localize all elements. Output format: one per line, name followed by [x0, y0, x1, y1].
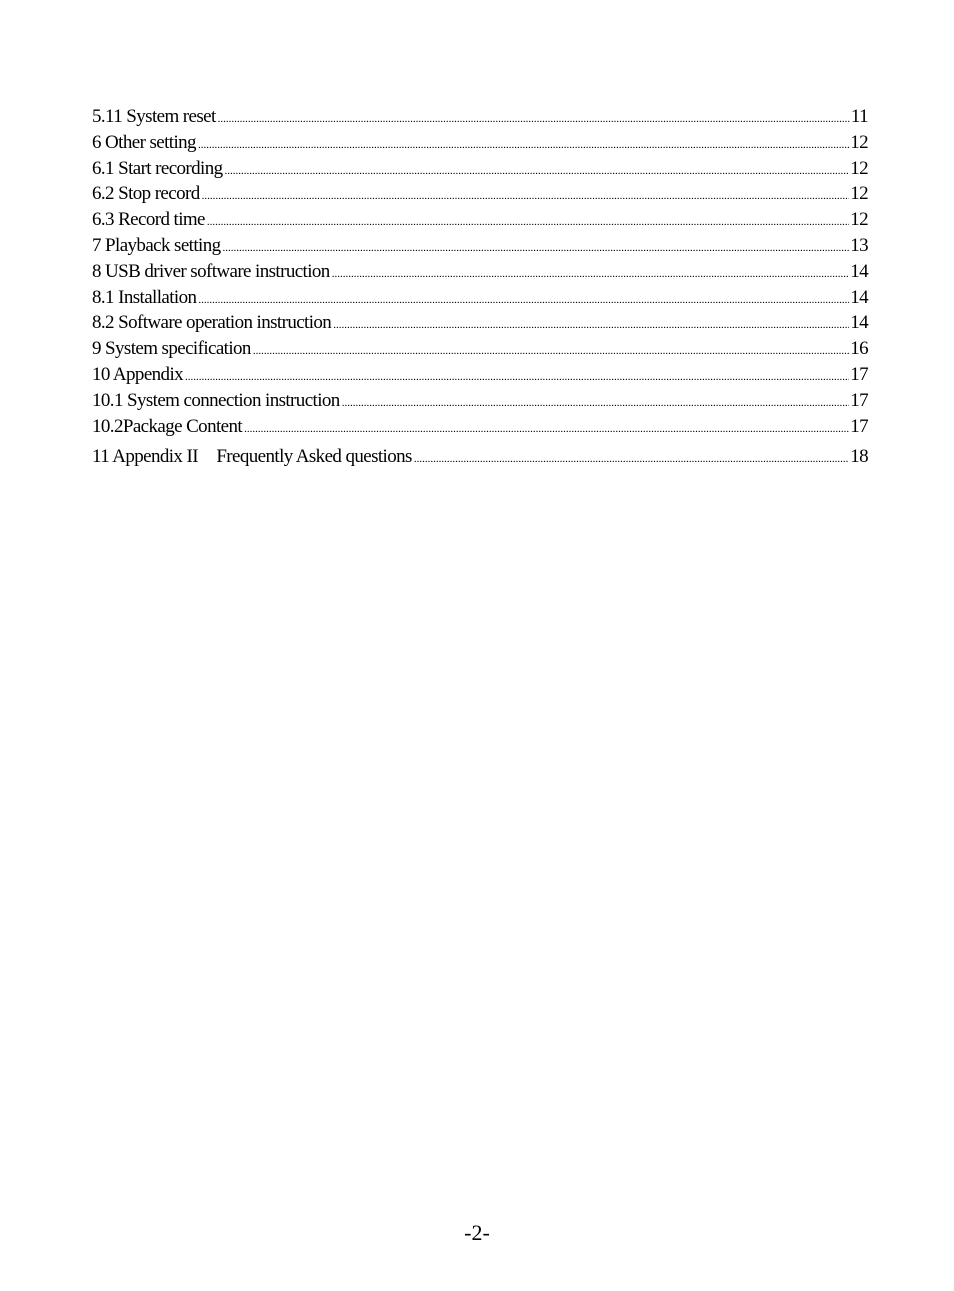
toc-entry[interactable]: [92, 209, 868, 235]
toc-entry-label: 6 Other setting: [92, 131, 196, 153]
toc-entry[interactable]: [92, 287, 868, 313]
toc-entry-page: 17: [850, 389, 868, 411]
toc-entry-label: 6.3 Record time: [92, 209, 205, 231]
toc-entry[interactable]: [92, 441, 868, 467]
toc-entry-page: 12: [850, 183, 868, 205]
toc-entry-label: 7 Playback setting: [92, 234, 221, 256]
toc-dot-leader: [225, 166, 850, 177]
toc-entry-page: 14: [850, 260, 868, 282]
toc-entry[interactable]: [92, 132, 868, 158]
toc-entry-page: 17: [850, 415, 868, 437]
toc-entry-label: 10.1 System connection instruction: [92, 389, 340, 411]
toc-entry[interactable]: [92, 235, 868, 261]
toc-dot-leader: [185, 372, 849, 383]
toc-entry[interactable]: [92, 338, 868, 364]
toc-entry-page: 12: [850, 157, 868, 179]
toc-entry-page: 12: [850, 131, 868, 153]
toc-dot-leader: [244, 424, 849, 435]
toc-dot-leader: [202, 191, 850, 202]
toc-entry-label: 6.2 Stop record: [92, 183, 200, 205]
toc-entry[interactable]: [92, 390, 868, 416]
toc-entry[interactable]: [92, 364, 868, 390]
toc-dot-leader: [198, 295, 849, 306]
toc-entry-page: 13: [850, 234, 868, 256]
toc-entry-label: 10.2Package Content: [92, 415, 243, 437]
table-of-contents: [92, 106, 868, 467]
toc-entry-label: 6.1 Start recording: [92, 157, 223, 179]
toc-dot-leader: [218, 114, 850, 125]
toc-entry[interactable]: [92, 183, 868, 209]
toc-entry-label: 8.1 Installation: [92, 286, 197, 308]
toc-entry-page: 18: [850, 446, 868, 468]
toc-dot-leader: [332, 269, 849, 280]
page-number: -2-: [464, 1220, 490, 1245]
toc-entry[interactable]: [92, 312, 868, 338]
toc-entry-page: 12: [850, 209, 868, 231]
toc-entry-label: 8 USB driver software instruction: [92, 260, 330, 282]
toc-dot-leader: [414, 454, 849, 465]
toc-entry-label: 8.2 Software operation instruction: [92, 312, 332, 334]
toc-dot-leader: [198, 140, 849, 151]
toc-entry[interactable]: [92, 106, 868, 132]
toc-entry-page: 14: [850, 286, 868, 308]
toc-dot-leader: [253, 346, 849, 357]
toc-entry-page: 11: [850, 106, 868, 127]
toc-entry[interactable]: [92, 158, 868, 184]
toc-entry[interactable]: [92, 416, 868, 442]
toc-entry-page: 14: [850, 312, 868, 334]
toc-entry-page: 17: [850, 363, 868, 385]
toc-entry-label: 10 Appendix: [92, 363, 184, 385]
toc-dot-leader: [333, 320, 849, 331]
toc-entry-label: 9 System specification: [92, 338, 251, 360]
toc-dot-leader: [207, 217, 849, 228]
toc-entry-page: 16: [850, 338, 868, 360]
toc-dot-leader: [342, 398, 850, 409]
toc-dot-leader: [223, 243, 850, 254]
toc-entry-label: 5.11 System reset: [92, 106, 216, 127]
toc-entry[interactable]: [92, 261, 868, 287]
toc-entry-label: 11 Appendix II Frequently Asked questions: [92, 446, 412, 468]
